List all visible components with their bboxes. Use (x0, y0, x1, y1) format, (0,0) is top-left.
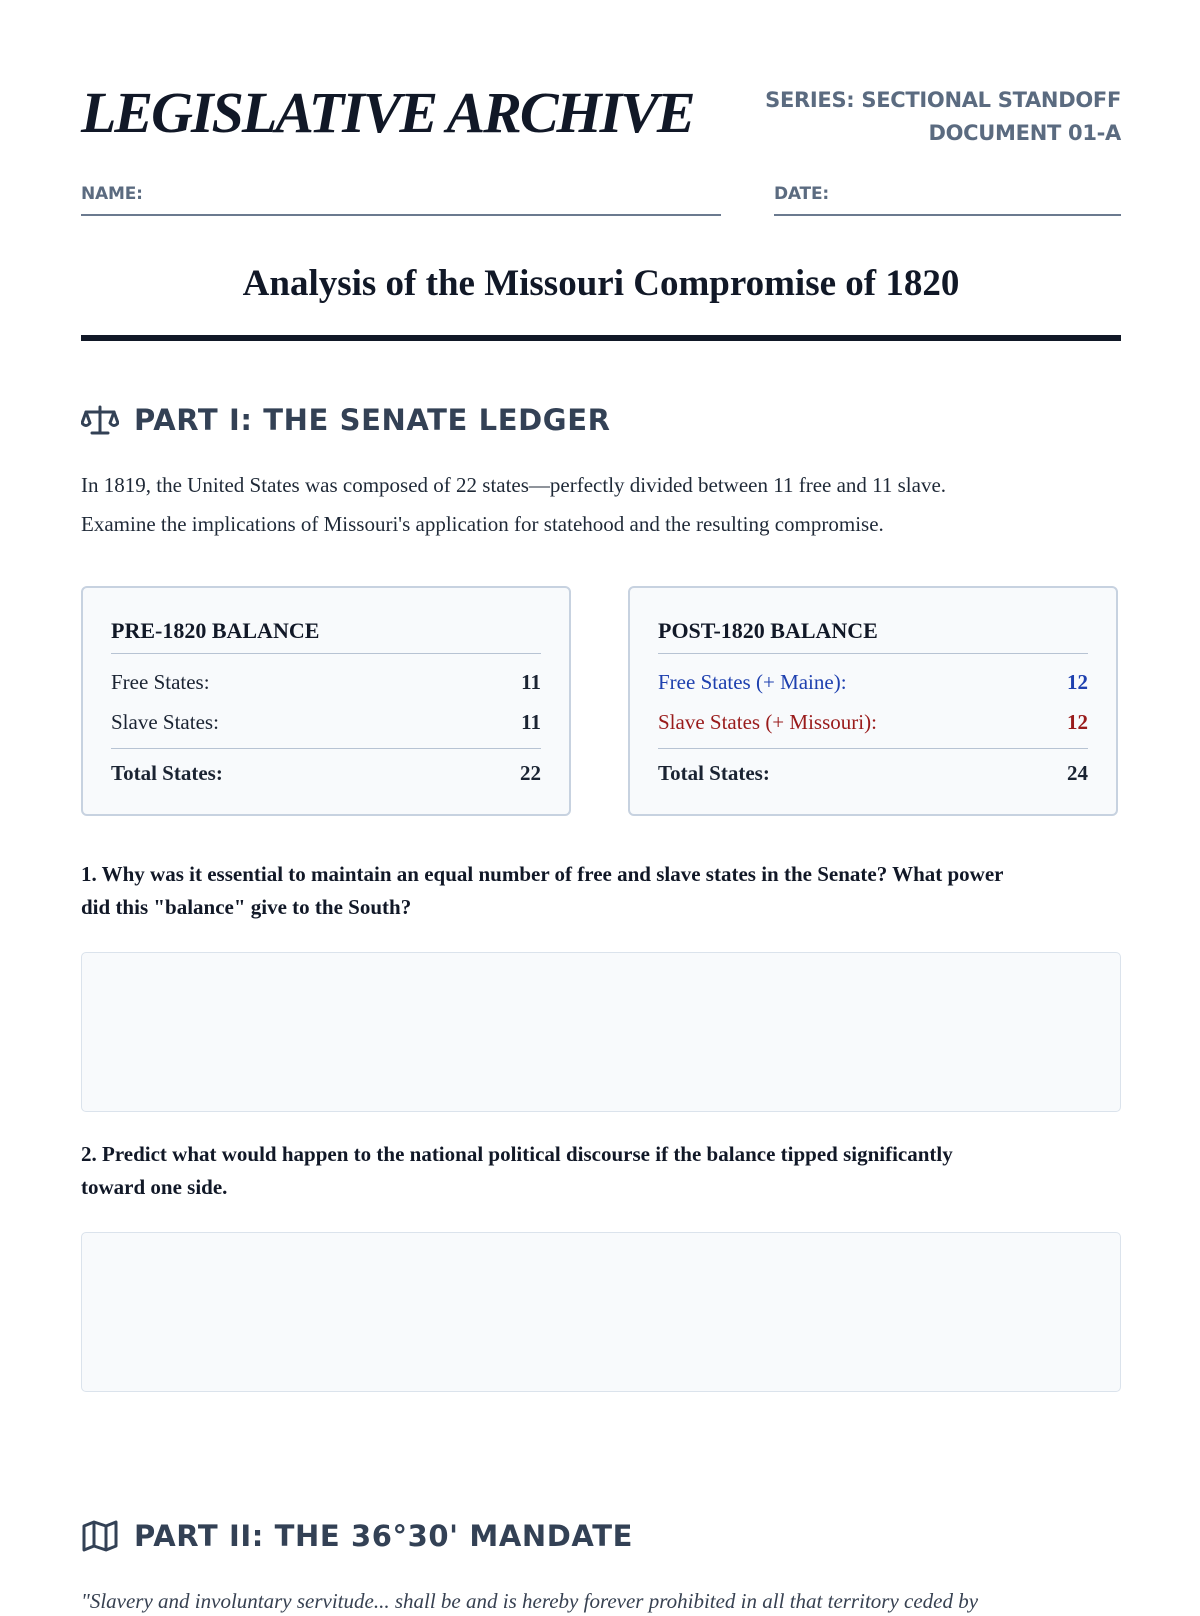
part2-heading (81, 1514, 1121, 1558)
part1-intro (81, 466, 1121, 544)
document-title: Analysis of the Missouri Compromise of 1820 (242, 263, 960, 304)
total-states-row (111, 749, 541, 793)
answer-box-1[interactable] (81, 952, 1121, 1112)
row-label: Slave States (+ Missouri): (658, 710, 877, 734)
slave-states-row (658, 702, 1088, 742)
part1-heading (81, 398, 1121, 442)
row-label: Total States: (658, 761, 770, 785)
answer-box-2[interactable] (81, 1232, 1121, 1392)
row-value: 11 (521, 710, 541, 734)
post-1820-ledger (628, 586, 1118, 816)
series-title: SERIES: SECTIONAL STANDOFF (765, 88, 1121, 112)
row-label: Free States (+ Maine): (658, 670, 847, 694)
free-states-row (658, 662, 1088, 702)
row-label: Free States: (111, 670, 210, 694)
intro-line: In 1819, the United States was composed of 22 states—perfectly divided between 11 free and 11 slave. (81, 473, 947, 497)
row-value: 11 (521, 670, 541, 694)
total-states-row (658, 749, 1088, 793)
row-value: 22 (520, 761, 541, 785)
question-2 (81, 1138, 1121, 1204)
date-field[interactable] (774, 180, 1121, 216)
date-label: DATE: (774, 184, 829, 204)
question-line: did this "balance" give to the South? (81, 895, 412, 919)
ledger-rows (658, 654, 1088, 749)
ledger-title: PRE-1820 BALANCE (111, 588, 541, 654)
slave-states-row (111, 702, 541, 742)
row-label: Total States: (111, 761, 223, 785)
title-divider (81, 335, 1121, 341)
scales-icon (81, 404, 119, 436)
name-label: NAME: (81, 184, 143, 204)
row-label: Slave States: (111, 710, 219, 734)
name-field[interactable] (81, 180, 721, 216)
intro-line: Examine the implications of Missouri's application for statehood and the resulting compromise. (81, 512, 884, 536)
map-icon (81, 1520, 119, 1552)
pre-1820-ledger (81, 586, 571, 816)
series-label (765, 84, 1121, 150)
row-value: 12 (1067, 710, 1088, 734)
ledger-rows (111, 654, 541, 749)
document-number: DOCUMENT 01-A (928, 121, 1121, 145)
ledger-title: POST-1820 BALANCE (658, 588, 1088, 654)
question-line: 2. Predict what would happen to the national political discourse if the balance tipped significantly (81, 1142, 953, 1166)
row-value: 12 (1067, 670, 1088, 694)
question-1 (81, 858, 1121, 924)
student-info-row (81, 180, 1121, 216)
row-value: 24 (1067, 761, 1088, 785)
question-line: toward one side. (81, 1175, 228, 1199)
part1-heading-label: PART I: THE SENATE LEDGER (134, 403, 611, 437)
masthead (81, 80, 1121, 150)
free-states-row (111, 662, 541, 702)
statute-quote: "Slavery and involuntary servitude... shall be and is hereby forever prohibited in all that territory ceded by (81, 1589, 979, 1613)
question-line: 1. Why was it essential to maintain an equal number of free and slave states in the Senate? What power (81, 862, 1004, 886)
archive-brand: LEGISLATIVE ARCHIVE (81, 80, 694, 145)
part2-heading-label: PART II: THE 36°30' MANDATE (134, 1519, 633, 1553)
